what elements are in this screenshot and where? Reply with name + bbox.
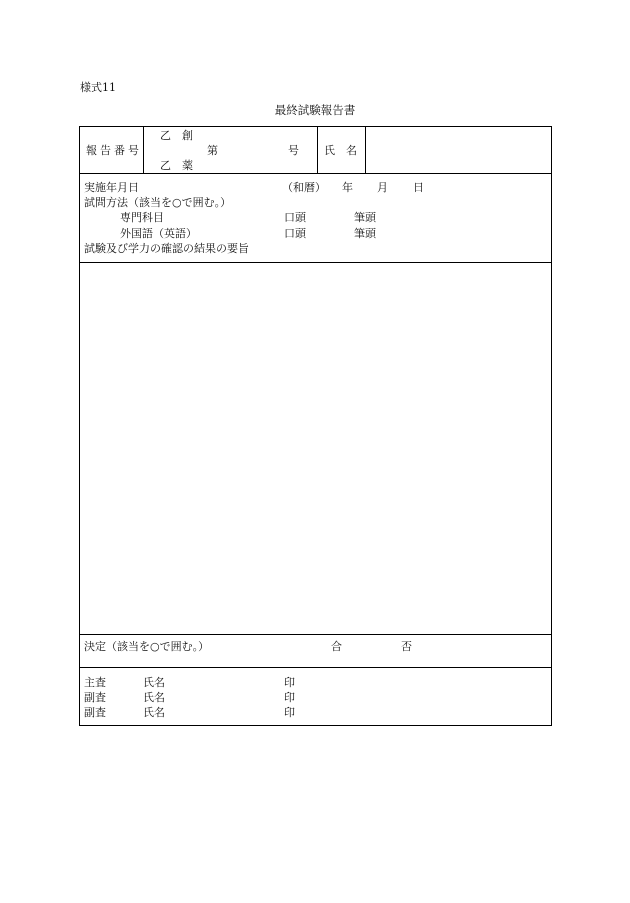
report-number-go: 号	[288, 144, 299, 157]
summary-label: 試験及び学力の確認の結果の要旨	[84, 242, 249, 255]
divider-after-summary	[79, 634, 552, 635]
date-year: 年	[342, 181, 353, 194]
language-written[interactable]: 筆頭	[354, 227, 376, 240]
divider-after-exam-info	[79, 262, 552, 263]
date-label: 実施年月日	[84, 181, 139, 194]
specialty-written[interactable]: 筆頭	[354, 211, 376, 224]
divider-number-label	[143, 126, 144, 173]
examiner-seal: 印	[284, 691, 295, 704]
form-code: 様式11	[80, 81, 116, 94]
examiner-role: 副査	[84, 706, 106, 719]
date-day: 日	[413, 181, 424, 194]
name-field[interactable]	[372, 132, 546, 168]
specialty-label: 専門科目	[120, 211, 164, 224]
examiner-name-label: 氏名	[143, 691, 165, 704]
report-number-prefix-bottom: 乙 薬	[160, 159, 193, 172]
examiner-name-label: 氏名	[143, 706, 165, 719]
divider-after-decision	[79, 667, 552, 668]
divider-number-value	[317, 126, 318, 173]
name-label: 氏 名	[324, 144, 357, 157]
language-oral[interactable]: 口頭	[284, 227, 306, 240]
divider-name-label	[365, 126, 366, 173]
date-month: 月	[377, 181, 388, 194]
divider-after-number-row	[79, 173, 552, 174]
report-number-prefix-top: 乙 創	[160, 129, 193, 142]
report-number-dai: 第	[207, 144, 218, 157]
examiner-name-label: 氏名	[143, 676, 165, 689]
specialty-oral[interactable]: 口頭	[284, 211, 306, 224]
examiner-seal: 印	[284, 706, 295, 719]
examiner-role: 主査	[84, 676, 106, 689]
examiner-seal: 印	[284, 676, 295, 689]
decision-fail[interactable]: 否	[401, 640, 412, 653]
examiner-role: 副査	[84, 691, 106, 704]
decision-pass[interactable]: 合	[331, 640, 342, 653]
decision-label: 決定（該当を○で囲む。）	[84, 640, 210, 653]
document-title: 最終試験報告書	[274, 103, 356, 117]
method-label: 試問方法（該当を○で囲む。）	[84, 196, 232, 209]
date-era: （和暦）	[282, 181, 326, 194]
summary-body[interactable]	[84, 268, 546, 628]
report-number-label: 報告番号	[86, 144, 142, 157]
language-label: 外国語（英語）	[120, 227, 197, 240]
